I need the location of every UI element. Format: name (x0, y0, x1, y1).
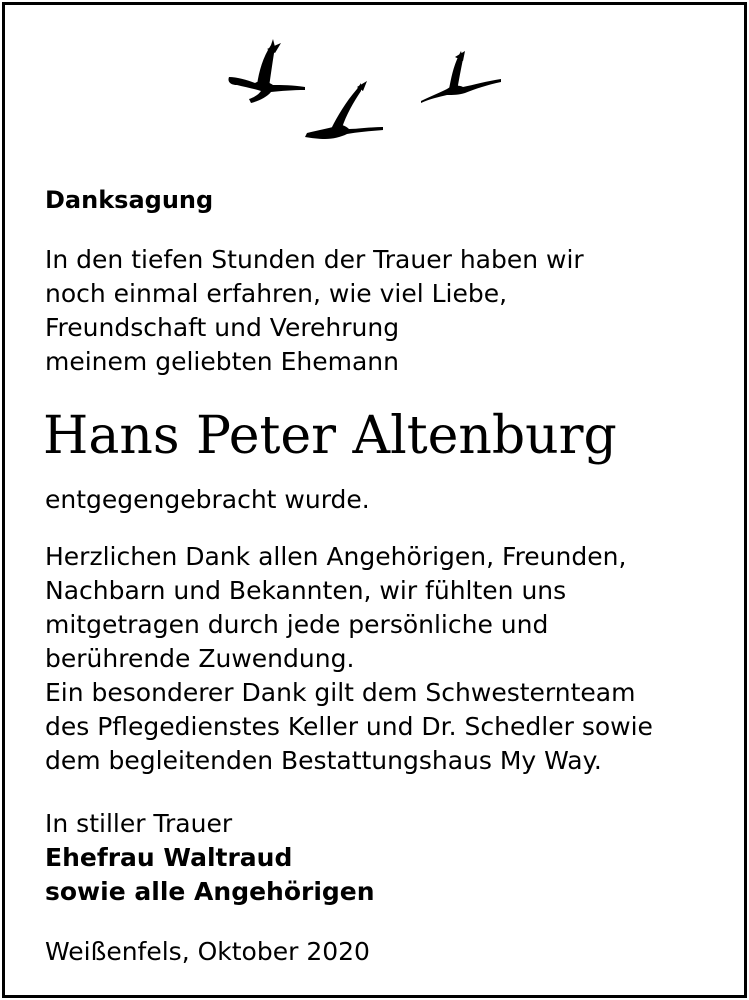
thanks-line: des Pflegedienstes Keller und Dr. Schedler sowie (45, 712, 653, 741)
thanks-line: Nachbarn und Bekannten, wir fühlten uns (45, 576, 567, 605)
closing-text: In stiller Trauer (45, 809, 233, 838)
flying-birds-icon (215, 31, 515, 151)
thanks-line: berührende Zuwendung. (45, 644, 355, 673)
signatory: Ehefrau Waltraud (45, 843, 293, 872)
deceased-name: Hans Peter Altenburg (43, 406, 617, 466)
intro-paragraph (45, 243, 584, 379)
thanks-line: mitgetragen durch jede persönliche und (45, 610, 549, 639)
thanks-line: Ein besonderer Dank gilt dem Schwesternteam (45, 678, 636, 707)
obituary-notice-frame (2, 2, 747, 998)
bird-icon (305, 81, 383, 139)
intro-line: noch einmal erfahren, wie viel Liebe, (45, 279, 508, 308)
bird-icon (421, 51, 501, 103)
thanks-line: dem begleitenden Bestattungshaus My Way. (45, 746, 602, 775)
intro-line: In den tiefen Stunden der Trauer haben wir (45, 245, 584, 274)
notice-title: Danksagung (45, 186, 214, 214)
intro-line: meinem geliebten Ehemann (45, 347, 399, 376)
signatory: sowie alle Angehörigen (45, 877, 375, 906)
bird-icon (228, 39, 305, 103)
thanks-paragraph (45, 540, 653, 778)
after-name-text: entgegengebracht wurde. (45, 485, 370, 514)
thanks-line: Herzlichen Dank allen Angehörigen, Freunden, (45, 542, 627, 571)
intro-line: Freundschaft und Verehrung (45, 313, 400, 342)
place-date: Weißenfels, Oktober 2020 (45, 937, 370, 966)
closing-block (45, 807, 375, 909)
